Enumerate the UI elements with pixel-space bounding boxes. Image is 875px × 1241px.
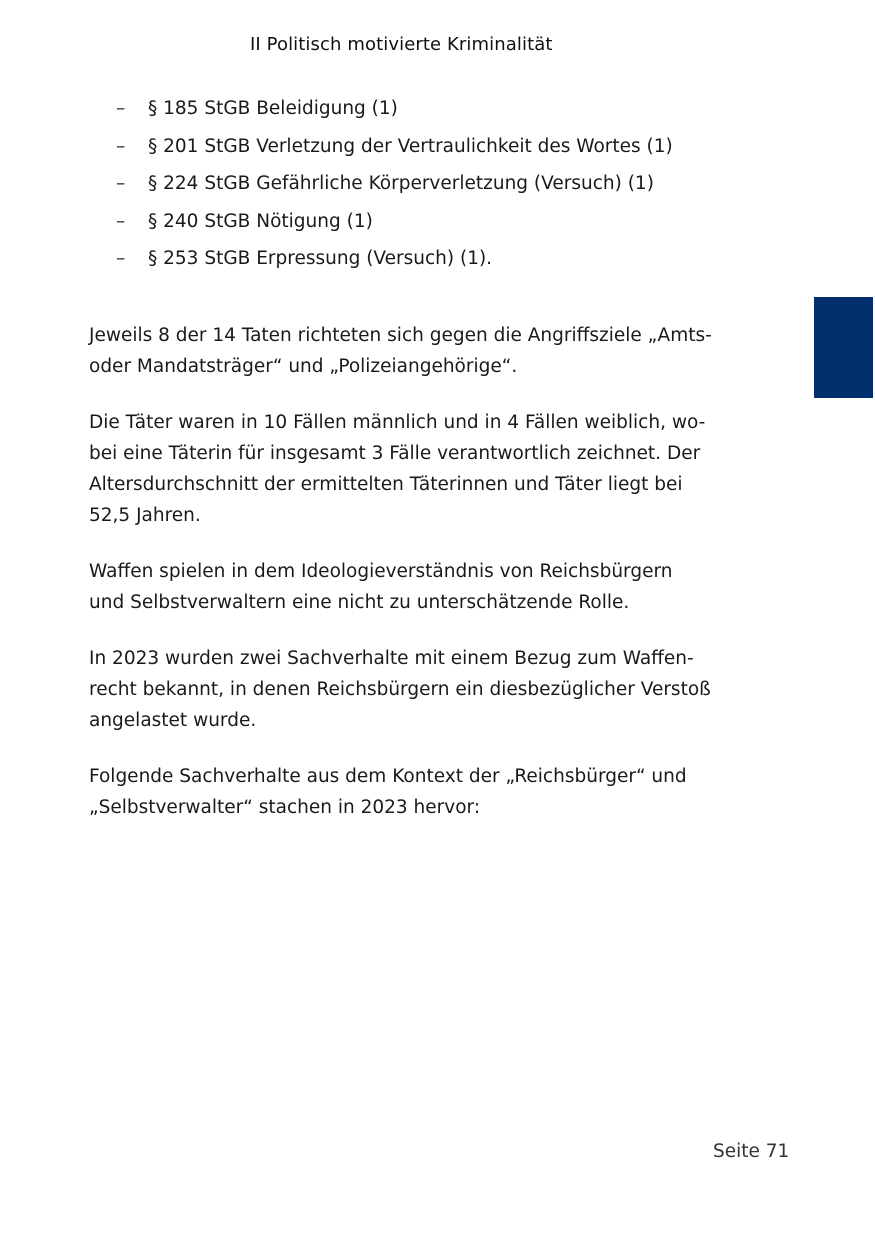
body-text: [89, 320, 739, 848]
text-line: „Selbstverwalter“ stachen in 2023 hervor:: [89, 797, 481, 818]
list-item-text: § 224 StGB Gefährliche Körperverletzung (Versuch) (1): [148, 173, 654, 194]
list-item: [116, 92, 673, 130]
text-line: recht bekannt, in denen Reichsbürgern ein diesbezüglicher Verstoß: [89, 679, 711, 700]
paragraph-weapons-ideology: [89, 556, 739, 618]
text-line: 52,5 Jahren.: [89, 505, 201, 526]
text-line: In 2023 wurden zwei Sachverhalte mit einem Bezug zum Waffen-: [89, 648, 694, 669]
list-item: [116, 130, 673, 168]
text-line: oder Mandatsträger“ und „Polizeiangehörige“.: [89, 356, 518, 377]
text-line: Die Täter waren in 10 Fällen männlich und in 4 Fällen weiblich, wo-: [89, 412, 706, 433]
list-item-text: § 240 StGB Nötigung (1): [148, 210, 373, 232]
paragraph-attack-targets: [89, 320, 739, 382]
paragraph-weapons-law: [89, 643, 739, 736]
list-dash: –: [116, 248, 126, 269]
list-item-text: § 253 StGB Erpressung (Versuch) (1).: [148, 248, 493, 269]
list-dash: –: [116, 98, 126, 119]
list-item: [116, 167, 673, 205]
text-line: Altersdurchschnitt der ermittelten Täterinnen und Täter liegt bei: [89, 474, 683, 495]
paragraph-offenders: [89, 407, 739, 531]
text-line: bei eine Täterin für insgesamt 3 Fälle verantwortlich zeichnet. Der: [89, 443, 701, 464]
list-dash: –: [116, 210, 126, 232]
list-dash: –: [116, 135, 126, 157]
page-number: Seite 71: [713, 1141, 790, 1162]
list-dash: –: [116, 173, 126, 194]
paragraph-following-cases: [89, 761, 739, 823]
chapter-side-tab: [814, 297, 873, 398]
list-item-text: § 201 StGB Verletzung der Vertraulichkeit des Wortes (1): [148, 135, 673, 157]
text-line: Folgende Sachverhalte aus dem Kontext der „Reichsbürger“ und: [89, 766, 687, 787]
list-item: [116, 242, 673, 280]
text-line: Waffen spielen in dem Ideologieverständnis von Reichsbürgern: [89, 561, 673, 582]
text-line: und Selbstverwaltern eine nicht zu unterschätzende Rolle.: [89, 592, 630, 613]
text-line: Jeweils 8 der 14 Taten richteten sich gegen die Angriffsziele „Amts-: [89, 325, 712, 346]
list-item-text: § 185 StGB Beleidigung (1): [148, 98, 398, 119]
text-line: angelastet wurde.: [89, 710, 257, 731]
page-header-title: II Politisch motivierte Kriminalität: [250, 34, 553, 55]
law-list: [116, 92, 673, 280]
list-item: [116, 205, 673, 243]
